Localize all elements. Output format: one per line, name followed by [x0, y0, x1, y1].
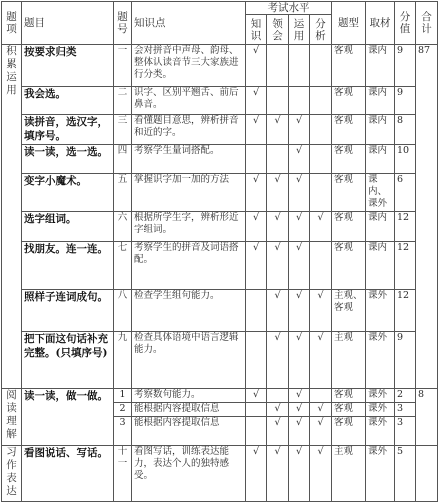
- table-row: [2, 332, 438, 389]
- qtype-cell: 客观: [332, 174, 366, 212]
- check-comprehension: [267, 145, 289, 174]
- check-application: √: [289, 389, 310, 403]
- table-row: [2, 174, 438, 212]
- header-knowledge: 知识点: [132, 2, 246, 45]
- check-knowledge: √: [246, 45, 267, 87]
- topic-cell: 选字组词。: [22, 212, 114, 242]
- table-row: [2, 389, 438, 403]
- check-knowledge: √: [246, 446, 267, 502]
- check-knowledge: √: [246, 115, 267, 145]
- qtype-cell: 客观: [332, 212, 366, 242]
- topic-cell: 变字小魔术。: [22, 174, 114, 212]
- knowledge-cell: 考察学生量词搭配。: [132, 145, 246, 174]
- check-application: √: [289, 290, 310, 332]
- topic-cell: 找朋友。连一连。: [22, 242, 114, 290]
- qtype-cell: 主观: [332, 446, 366, 502]
- check-analysis: √: [310, 212, 332, 242]
- score-cell: 12: [395, 242, 416, 290]
- header-level-comprehension: 领会: [267, 15, 289, 45]
- check-knowledge: [246, 290, 267, 332]
- source-cell: 课外: [366, 332, 395, 389]
- check-comprehension: [267, 45, 289, 87]
- category-cell: 积累运用: [2, 45, 22, 389]
- qtype-cell: 客观: [332, 389, 366, 403]
- source-cell: 课内、课外: [366, 174, 395, 212]
- number-cell: 2: [114, 403, 132, 417]
- header-level-analysis: 分析: [310, 15, 332, 45]
- topic-cell: 读拼音，选汉字，填序号。: [22, 115, 114, 145]
- qtype-cell: 客观: [332, 115, 366, 145]
- score-cell: 3: [395, 403, 416, 417]
- score-cell: 10: [395, 145, 416, 174]
- check-application: √: [289, 242, 310, 290]
- topic-cell: 按要求归类: [22, 45, 114, 87]
- header-level-knowledge: 知识: [246, 15, 267, 45]
- table-row: [2, 242, 438, 290]
- check-application: [289, 87, 310, 115]
- number-cell: 三: [114, 115, 132, 145]
- source-cell: 课外: [366, 403, 395, 417]
- check-analysis: √: [310, 332, 332, 389]
- check-analysis: [310, 174, 332, 212]
- number-cell: 五: [114, 174, 132, 212]
- number-cell: 1: [114, 389, 132, 403]
- number-cell: 二: [114, 87, 132, 115]
- number-cell: 十一: [114, 446, 132, 502]
- topic-cell: 读一读，选一选。: [22, 145, 114, 174]
- source-cell: 课内: [366, 115, 395, 145]
- topic-cell: 看图说话、写话。: [22, 446, 114, 502]
- number-cell: 四: [114, 145, 132, 174]
- knowledge-cell: 根据所学生字，辨析形近字组词。: [132, 212, 246, 242]
- check-comprehension: √: [267, 212, 289, 242]
- check-knowledge: √: [246, 389, 267, 403]
- knowledge-cell: 考察数句能力。: [132, 389, 246, 403]
- table-row: [2, 45, 438, 87]
- score-cell: 9: [395, 332, 416, 389]
- check-application: √: [289, 174, 310, 212]
- check-comprehension: √: [267, 290, 289, 332]
- check-application: √: [289, 115, 310, 145]
- check-comprehension: √: [267, 242, 289, 290]
- table-row: [2, 145, 438, 174]
- qtype-cell: 客观: [332, 417, 366, 446]
- check-analysis: √: [310, 417, 332, 446]
- qtype-cell: 客观: [332, 45, 366, 87]
- check-knowledge: √: [246, 174, 267, 212]
- knowledge-cell: 会对拼音中声母、韵母、整体认读音节三大家族进行分类。: [132, 45, 246, 87]
- source-cell: 课外: [366, 290, 395, 332]
- check-application: √: [289, 446, 310, 502]
- number-cell: 七: [114, 242, 132, 290]
- knowledge-cell: 能根据内容提取信息: [132, 417, 246, 446]
- check-knowledge: √: [246, 242, 267, 290]
- qtype-cell: 主观、客观: [332, 290, 366, 332]
- header-topic: 题目: [22, 2, 114, 45]
- check-knowledge: √: [246, 87, 267, 115]
- check-application: √: [289, 332, 310, 389]
- header-level-group: 考试水平: [246, 2, 332, 15]
- check-analysis: √: [310, 446, 332, 502]
- score-cell: 5: [395, 446, 416, 502]
- source-cell: 课内: [366, 45, 395, 87]
- topic-cell: 照样子连词成句。: [22, 290, 114, 332]
- header-row-1: [2, 2, 438, 15]
- category-cell: 阅读理解: [2, 389, 22, 446]
- number-cell: 一: [114, 45, 132, 87]
- total-cell: 8: [416, 389, 438, 446]
- score-cell: 3: [395, 417, 416, 446]
- check-analysis: √: [310, 403, 332, 417]
- table-row: [2, 115, 438, 145]
- number-cell: 九: [114, 332, 132, 389]
- total-cell: [416, 446, 438, 502]
- header-qtype: 题型: [332, 2, 366, 45]
- score-cell: 6: [395, 174, 416, 212]
- check-application: √: [289, 403, 310, 417]
- check-comprehension: √: [267, 403, 289, 417]
- number-cell: 3: [114, 417, 132, 446]
- source-cell: 课外: [366, 389, 395, 403]
- check-application: √: [289, 212, 310, 242]
- source-cell: 课外: [366, 446, 395, 502]
- check-comprehension: √: [267, 115, 289, 145]
- check-application: √: [289, 145, 310, 174]
- check-comprehension: √: [267, 174, 289, 212]
- score-cell: 12: [395, 212, 416, 242]
- qtype-cell: 客观: [332, 242, 366, 290]
- knowledge-cell: 能根据内容提取信息: [132, 403, 246, 417]
- check-knowledge: √: [246, 212, 267, 242]
- number-cell: 六: [114, 212, 132, 242]
- qtype-cell: 客观: [332, 87, 366, 115]
- check-application: [289, 45, 310, 87]
- knowledge-cell: 掌握识字加一加的方法: [132, 174, 246, 212]
- source-cell: 课外: [366, 417, 395, 446]
- assessment-spec-table: [1, 1, 438, 502]
- check-knowledge: [246, 145, 267, 174]
- total-cell: 87: [416, 45, 438, 389]
- check-analysis: [310, 115, 332, 145]
- source-cell: 课内: [366, 242, 395, 290]
- score-cell: 8: [395, 115, 416, 145]
- qtype-cell: 客观: [332, 403, 366, 417]
- check-knowledge: [246, 332, 267, 389]
- score-cell: 12: [395, 290, 416, 332]
- topic-cell: 把下面这句话补充完整。(只填序号): [22, 332, 114, 389]
- score-cell: 9: [395, 87, 416, 115]
- table-row: [2, 212, 438, 242]
- header-total: 合计: [416, 2, 438, 45]
- check-analysis: [310, 87, 332, 115]
- check-knowledge: [246, 417, 267, 446]
- category-cell: 习作表达: [2, 446, 22, 502]
- knowledge-cell: 考察学生的拼音及词语搭配。: [132, 242, 246, 290]
- header-level-application: 运用: [289, 15, 310, 45]
- check-comprehension: √: [267, 446, 289, 502]
- check-analysis: [310, 242, 332, 290]
- topic-cell: 读一读，做一做。: [22, 389, 114, 446]
- number-cell: 八: [114, 290, 132, 332]
- check-comprehension: [267, 87, 289, 115]
- header-source: 取材: [366, 2, 395, 45]
- check-knowledge: [246, 403, 267, 417]
- table-row: [2, 290, 438, 332]
- source-cell: 课内: [366, 145, 395, 174]
- knowledge-cell: 看懂题目意思，辨析拼音和近的字。: [132, 115, 246, 145]
- topic-cell: 我会选。: [22, 87, 114, 115]
- check-analysis: [310, 45, 332, 87]
- table-row: [2, 87, 438, 115]
- check-application: √: [289, 417, 310, 446]
- header-category: 题项: [2, 2, 22, 45]
- score-cell: 2: [395, 389, 416, 403]
- header-score: 分值: [395, 2, 416, 45]
- qtype-cell: 客观: [332, 145, 366, 174]
- knowledge-cell: 识字、区别平翘舌、前后鼻音。: [132, 87, 246, 115]
- check-analysis: √: [310, 290, 332, 332]
- source-cell: 课内: [366, 212, 395, 242]
- knowledge-cell: 看图写话，训练表达能力，表达个人的独特感受。: [132, 446, 246, 502]
- table-row: [2, 446, 438, 502]
- check-analysis: [310, 389, 332, 403]
- check-comprehension: [267, 389, 289, 403]
- score-cell: 9: [395, 45, 416, 87]
- header-number: 题号: [114, 2, 132, 45]
- check-comprehension: √: [267, 417, 289, 446]
- knowledge-cell: 检查学生组句能力。: [132, 290, 246, 332]
- source-cell: 课内: [366, 87, 395, 115]
- qtype-cell: 主观: [332, 332, 366, 389]
- check-comprehension: √: [267, 332, 289, 389]
- check-analysis: [310, 145, 332, 174]
- knowledge-cell: 检查具体语境中语言逻辑能力。: [132, 332, 246, 389]
